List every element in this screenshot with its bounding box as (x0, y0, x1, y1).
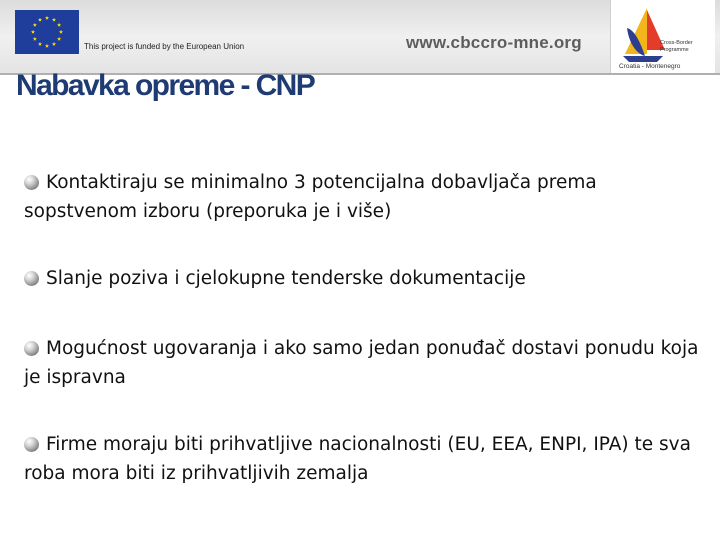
bullet-icon (24, 271, 39, 286)
bullet-text: Kontaktiraju se minimalno 3 potencijalna dobavljača prema sopstvenom izboru (preporuka je i više) (24, 172, 597, 222)
slide-header (0, 0, 720, 75)
bullet-icon (24, 341, 39, 356)
bullet-item (24, 168, 714, 226)
eu-flag-logo (15, 10, 79, 54)
bullet-text: Mogućnost ugovaranja i ako samo jedan ponuđač dostavi ponudu koja je ispravna (24, 338, 699, 388)
website-url: www.cbccro-mne.org (406, 33, 582, 52)
funded-by-eu-text: This project is funded by the European Union (84, 42, 245, 51)
eu-stars-icon (15, 10, 79, 54)
bullet-text: Slanje poziva i cjelokupne tenderske dokumentacije (46, 268, 526, 289)
bullet-text: Firme moraju biti prihvatljive nacionalnosti (EU, EEA, ENPI, IPA) te sva roba mora biti iz prihvatljivih zemalja (24, 434, 691, 484)
slide-title: Nabavka opreme - CNP (16, 69, 315, 102)
programme-logo-line3: Croatia - Montenegro (619, 63, 681, 70)
bullet-icon (24, 175, 39, 190)
bullet-icon (24, 437, 39, 452)
programme-logo-line1: Cross-Border (660, 40, 693, 46)
bullet-item (24, 430, 714, 488)
bullet-item (24, 334, 714, 392)
sailboat-logo-icon (617, 4, 669, 66)
bullet-item (24, 264, 714, 293)
programme-logo (610, 0, 715, 73)
programme-logo-line2: Programme (660, 47, 689, 53)
